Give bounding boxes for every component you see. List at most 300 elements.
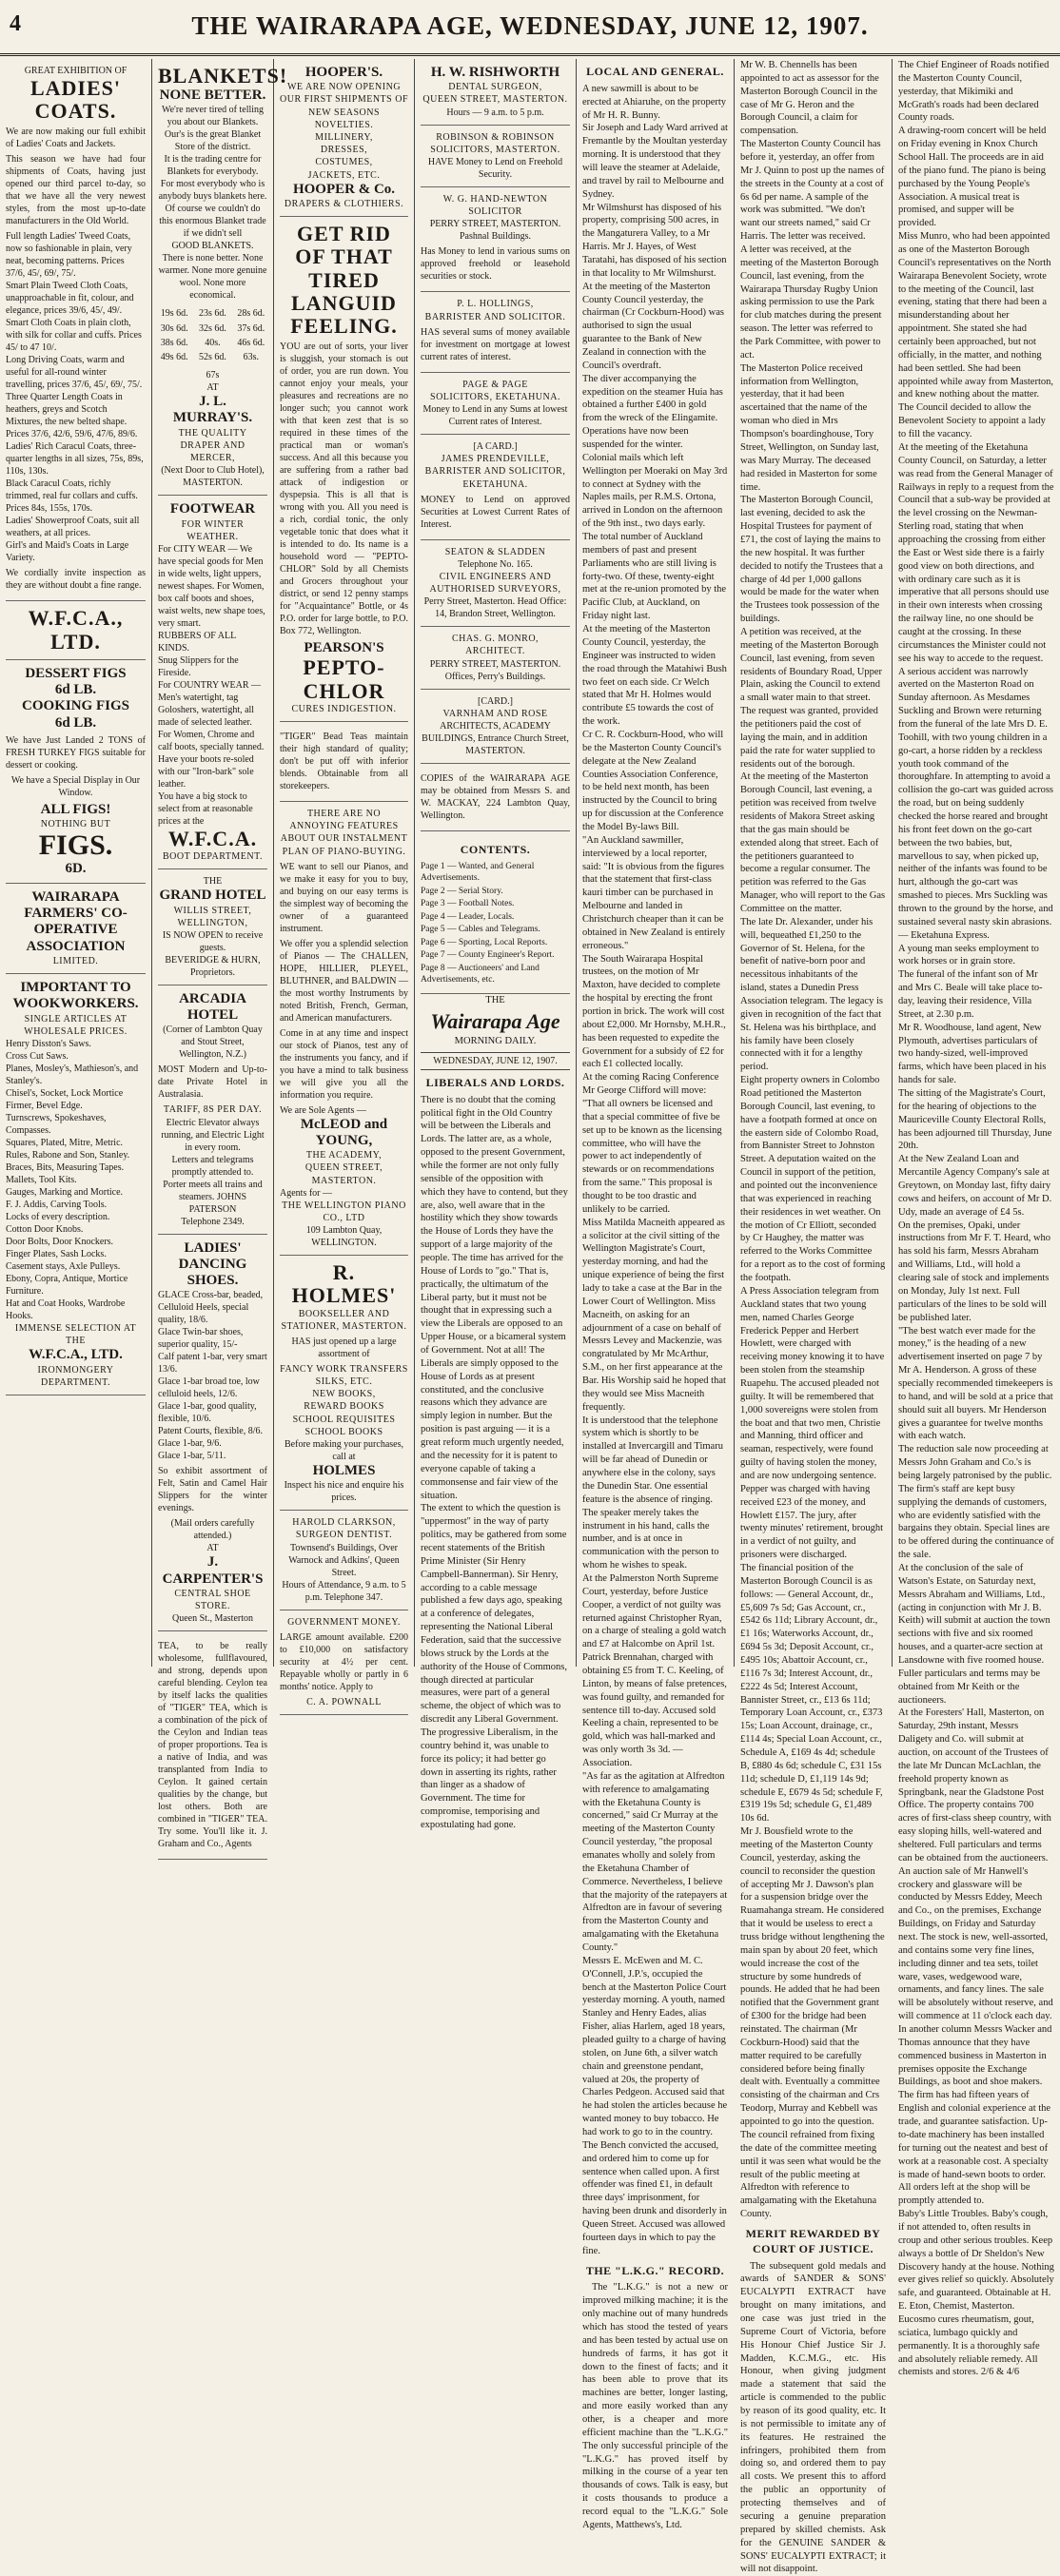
ad-price: 6D. <box>65 860 87 876</box>
ad-text: ARCHITECT. <box>465 646 525 657</box>
arcadia-line: Electric Elevator always running, and Electric Light in every room. <box>161 1117 265 1153</box>
ad-text: We have Just Landed 2 TONS of FRESH TURKEY FIGS suitable for dessert or cooking. <box>6 734 146 771</box>
blanket-price-grid <box>158 307 267 363</box>
contents-list <box>421 861 570 986</box>
news-item: Mr Wilmshurst has disposed of his property, comprising 500 acres, in the Mangaturera Valley, to a Mr Harris. Mr J. Hayes, of West Taratahi, has disposed of his section in that locality to Mr Wilmshurst. <box>582 202 727 279</box>
column-2 <box>152 59 288 1850</box>
ad-wfca <box>6 601 146 659</box>
column-7 <box>893 59 1060 2378</box>
tool-item: Turnscrews, Spokeshaves, Compasses. <box>6 1113 107 1136</box>
news-item: "The best watch ever made for the money," is the heading of a new advertisement inserted on page 7 by Mr A. Henderson. A gross of these specially recommended timekeepers is to hand, and will be sold at a price that should suit all buyers. Mr Henderson gives a guarantee for twelve months with each watch. <box>898 1325 1053 1442</box>
dancing-shoe-item: Patent Courts, flexible, 8/6. <box>158 1426 263 1437</box>
contents-item: Page 4 — Leader, Locals. <box>421 911 515 922</box>
blanket-price: 49s 6d. <box>160 352 188 362</box>
ad-text: IS NOW OPEN to receive guests. <box>162 929 264 953</box>
news-item: On the premises, Opaki, under instructions from Mr F. T. Heard, who has sold his farm, Messrs Abraham and Williams, Ltd., will hold a clearing sale of stock and implements on Monday, July 1st next. Full particulars of the lines to be sold will be published later. <box>898 1220 1051 1323</box>
hooper-item: JACKETS, ETC. <box>307 169 381 181</box>
ad-text: NOTHING BUT <box>40 819 111 829</box>
news-item: The Chief Engineer of Roads notified the Masterton County Council, yesterday, that Mikimiki and McGrath's roads had been declared County roads. <box>898 60 1050 124</box>
ad-title: IMPORTANT TO WOOKWORKERS. <box>12 980 139 1012</box>
copies-notice <box>421 764 570 831</box>
ad-title: GRAND HOTEL <box>159 888 266 904</box>
ad-text: HAVE Money to Lend on Freehold Security. <box>427 157 563 180</box>
news-item: Baby's Little Troubles. Baby's cough, if not attended to, often results in croup and other serious troubles. Keep always a bottle of Dr Sheldon's New Discovery handy at the house. Nothing ever gives relief so quickly. Absolutely safe, and guaranteed. Obtainable at H. E. Eton, Chemist, Masterton. <box>898 2209 1054 2313</box>
news-item: "An Auckland sawmiller, interviewed by a local reporter, said: "It is obvious from the figures that the statement that first-class kauri timber can be purchased in Melbourne and landed in Christchurch cheaper than it can be obtained in New Zealand is entirely erroneous." <box>582 834 726 951</box>
tool-item: Planes, Mosley's, Mathieson's, and Stanley's. <box>6 1064 139 1086</box>
ad-text: [A CARD.] <box>473 441 518 453</box>
newspaper-title: THE WAIRARAPA AGE, WEDNESDAY, JUNE 12, 1907. <box>191 11 869 40</box>
ad-address: QUEEN STREET, MASTERTON. <box>422 94 568 106</box>
ad-title: HAROLD CLARKSON, SURGEON DENTIST. <box>292 1517 396 1541</box>
coat-list <box>6 230 146 564</box>
ad-hoopers <box>280 59 408 217</box>
coat-item: Black Caracul Coats, richly trimmed, real fur collars and cuffs. Prices 84s, 155s, 170s. <box>6 478 138 515</box>
news-item: At the meeting of the Eketahuna County Council, on Saturday, a letter was read from the General Manager of Railways in reply to a request from the Council that a sub-way be provided at the level crossing on the Newman-Sterling road, stating that when approaching the crossing from either the East or West side there is a fairly good view on both directions, and with ordinary care such as it is imperative that all persons should use in their own interests when crossing the railway line, no one should be caught at the crossing. In these circumstances the Minister could not see his way to accede to the request. <box>898 441 1054 664</box>
ad-title: H. W. RISHWORTH <box>430 65 560 80</box>
dancing-shoe-item: Calf patent 1-bar, very smart 13/6. <box>158 1352 267 1376</box>
contents-box <box>421 831 570 994</box>
news-item: At the Foresters' Hall, Masterton, on Saturday, 29th instant, Messrs Daligety and Co. will submit at auction, on account of the Trustees of the late Mr Duncan McLachlan, the freehold property known as Springbank, near the Gladstone Post Office. The property contains 700 acres of first-class sheep country, with easy sloping hills, well-watered and sheltered. Full particulars and terms can be obtained from the auctioneers. <box>898 1708 1051 1864</box>
hooper-item: MILLINERY, <box>315 132 373 143</box>
ad-title: WAIRARAPA FARMERS' CO-OPERATIVE ASSOCIATION <box>24 888 128 954</box>
blanket-line: Of course we couldn't do this enormous Blanket trade if we didn't sell <box>159 204 266 240</box>
tool-item: Henry Disston's Saws. <box>6 1039 91 1049</box>
ad-title: W.F.C.A., LTD. <box>28 606 124 654</box>
ad-subtitle: NONE BETTER. <box>159 88 266 104</box>
ad-text: SINGLE ARTICLES AT WHOLESALE PRICES. <box>24 1013 128 1037</box>
coat-item: Three Quarter Length Coats in heathers, greys and Scotch Mixtures, the new belted shape. Prices 37/6, 42/6, 59/6, 47/6, 89/6. <box>6 392 138 440</box>
ad-arcadia-hotel <box>158 986 267 1235</box>
ad-text: This season we have had four shipments of Coats, having just opened our third parcel to-day, so that we have all the very newest styles, from the most up-to-date manufacturers in the Old World. <box>6 154 146 227</box>
news-item: The Masterton Police received information from Wellington, yesterday, that it had been ascertained that the name of the woman who died in Mrs Thompson's boardinghouse, Tory Street, Wellington, on Sunday last, was Mary Murray. The deceased had resided in Masterton for some time. <box>740 362 879 493</box>
dancing-shoe-item: Glace 1-bar, 9/6. <box>158 1438 222 1450</box>
holmes-item: SCHOOL REQUISITES <box>292 1414 396 1425</box>
ad-text: ARCHITECTS, ACADEMY BUILDINGS, Entrance Church Street, MASTERTON. <box>422 720 569 756</box>
ad-title: PAGE & PAGE <box>462 379 528 390</box>
card-page <box>421 373 570 435</box>
contents-item: Page 5 — Cables and Telegrams. <box>421 925 540 935</box>
ad-title: JAMES PRENDEVILLE, <box>441 454 550 465</box>
news-item: It is understood that the telephone system which is shortly to be installed at Invercargill and Timaru will be far ahead of Dunedin or anywhere else in the colony, says the Dunedin Star. One essential feature is the absence of ringing. The speaker merely takes the instrument in his hand, calls the number, and is at once in communication with the person to whom he wishes to speak. <box>582 1415 723 1571</box>
news-item: The funeral of the infant son of Mr and Mrs C. Beale will take place to-day, leaving their residence, Villa Street, at 2.30 p.m. <box>898 969 1043 1020</box>
card-hand-newton <box>421 187 570 292</box>
ad-title: ROBINSON & ROBINSON <box>436 131 555 143</box>
blanket-line: We're never tired of telling you about our Blankets. <box>161 105 265 128</box>
ad-woodworkers <box>6 974 146 1395</box>
blanket-price: 23s 6d. <box>199 308 226 320</box>
news-item: An auction sale of Mr Hanwell's crockery and glassware will be conducted by Messrs Eddey, Meech and Co., on the premises, Exchange Buildings, on Friday and Saturday next. The stock is new, well-assorted, and contains some very fine lines, including dinner and tea sets, toilet ware, vases, wedgewood ware, ornaments, and fancy lines. The sale will be absolutely without reserve, and will commence at 11 o'clock each day. <box>898 1865 1053 2022</box>
blanket-text <box>158 104 267 302</box>
news-item: A petition was received, at the meeting of the Masterton Borough Council, last evening, from seven residents of Boundary Road, Upper Plain, asking the Council to extend a small water main to that street. The request was granted, provided the petitioners paid the cost of laying the main, and in addition paid the rate for water supplied to residents out of the borough. <box>740 626 883 770</box>
ad-text: DENTAL SURGEON, <box>448 82 542 93</box>
leader-paragraph: The extent to which the question is "uppermost" in the way of party politics, may be gathered from some recent statements of the British Prime Minister (Sir Henry Campbell-Bannerman). Sir Henry, according to a cable message published a few days ago, speaking at a conference of delegates, representing the National Liberal Federation, said that the successive blows struck by the Lords at the authority of the House of Commons, though directed at particular measures, were part of a general scheme, the object of which was to discredit any Liberal Government. The progressive Liberalism, in the country behind it, was unable to force its policy; it had better go down in asserting its rights, rather than linger as a shadow of Government. The time for compromise, temporising and expostulating had gone. <box>421 1503 567 1830</box>
news-item: Eucosmo cures rheumatism, gout, sciatica, lumbago quickly and permanently. It is a thoroughly safe and absolutely reliable remedy. All chemists and stores. 2/6 & 4/6 <box>898 2313 1040 2378</box>
ad-title: CHAS. G. MONRO, <box>451 634 540 645</box>
ad-text: We cordially invite inspection as they are without doubt a fine range. <box>6 568 146 592</box>
card-rishworth <box>421 59 570 126</box>
tool-item: Squares, Plated, Mitre, Metric. <box>6 1138 124 1148</box>
coat-item: Ladies' Showerproof Coats, suit all weathers, at all prices. <box>6 516 140 539</box>
ad-text: WE want to sell our Pianos, and we make it easy for you to buy, and buying on our easy terms is the simplest way of becoming the owner of a guaranteed instrument. <box>280 861 408 934</box>
ad-text: THE ACADEMY, <box>305 1150 383 1161</box>
ad-blankets <box>158 59 288 496</box>
contents-item: Page 2 — Serial Story. <box>421 886 503 896</box>
nameplate: Wairarapa Age <box>430 1008 560 1033</box>
nameplate-sub: MORNING DAILY. <box>454 1035 537 1046</box>
ad-address: PERRY STREET, MASTERTON. Pashnal Buildings. <box>429 219 561 243</box>
blanket-price: 40s. <box>205 337 221 348</box>
ad-text: MONEY to Lend on approved Securities at Lowest Current Rates of Interest. <box>421 494 570 530</box>
dancing-shoe-item: Glace Twin-bar shoes, superior quality, 15/- <box>158 1327 244 1351</box>
news-item: At the meeting of the Masterton County Council, yesterday, the Engineer was instructed to widen the road through the Matahiwi Bush two feet on each side. Cr Welch stated that Mr H. Holmes would contribute £5 towards the cost of the work. <box>582 624 727 728</box>
tool-item: Ebony, Copra, Antique, Mortice Furniture. <box>6 1274 128 1297</box>
card-monro <box>421 627 570 689</box>
ad-text: SOLICITORS, MASTERTON. <box>430 144 560 155</box>
ad-text: Money to Lend in any Sums at lowest Current rates of Interest. <box>422 404 568 428</box>
column-5 <box>577 59 735 2530</box>
ad-title: J. CARPENTER'S <box>162 1554 264 1587</box>
ad-text: AT <box>206 382 219 394</box>
ad-text: IRONMONGERY DEPARTMENT. <box>37 1364 114 1388</box>
ad-text: CENTRAL SHOE STORE. <box>174 1588 251 1611</box>
arcadia-text <box>158 1117 267 1228</box>
ad-clarkson <box>280 1511 408 1610</box>
ad-text: "TIGER" Bead Teas maintain their high standard of quality; don't be put off with inferior blends. Obtainable from all storekeepers. <box>280 731 408 791</box>
ad-price: 67s <box>206 370 220 381</box>
column-4 <box>415 59 577 1830</box>
news-item: A Press Association telegram from Auckland states that two young men, named Charles George Frederick Pepper and Herbert Howlett, were charged with receiving money knowing it to have been stolen from the steamship Ruapehu. The accused pleaded not guilty. It will be remembered that 1,000 sovereigns were stolen from the boat and that two men, Christie and Manning, third officer and seaman, respectively, were found guilty of having stolen the money, and are now undergoing sentence. Pepper was charged with having received £23 of the money, and Howlett £157. The jury, after twenty minutes' retirement, brought in a verdict of not guilty, and prisoners were discharged. <box>740 1285 885 1561</box>
tool-item: Cross Cut Saws. <box>6 1051 69 1062</box>
ad-address: (Next Door to Club Hotel), MASTERTON. <box>161 465 265 489</box>
ad-text: We have a Special Display in Our Window. <box>10 774 141 798</box>
dancing-shoe-list <box>158 1289 267 1462</box>
ad-address: PERRY STREET, MASTERTON. Offices, Perry's Buildings. <box>429 658 561 682</box>
ad-title: COOKING FIGS <box>22 698 129 714</box>
ad-tiger-tea <box>158 1631 267 1860</box>
nameplate-the: THE <box>485 994 505 1005</box>
news-item: At the Palmerston North Supreme Court, yesterday, before Justice Cooper, a verdict of not guilty was returned against Christopher Ryan, on a charge of stealing a gold watch and £7 at Halcombe on April 1st. Patrick Brennahan, charged with obtaining £5 from T. C. Keeling, of Linton, by means of false pretences, was found guilty, and remanded for sentence till to-day. Accused sold Keeling a chain, represented to be gold, which was hall-marked and was only worth 3s 3d. — Association. <box>582 1572 727 1768</box>
ad-title: ALL FIGS! <box>40 801 111 817</box>
page-number: 4 <box>10 11 21 36</box>
ad-government-money <box>280 1610 408 1715</box>
ad-title: LADIES' DANCING SHOES. <box>178 1239 247 1289</box>
holmes-list <box>280 1363 408 1438</box>
ad-text: TEA, to be really wholesome, fullflavoured, and strong, depends upon careful blending. Ceylon tea by itself lacks the qualities of "TIGER" TEA, which is a combination of the pick of the Ceylon and Indian teas of proper proportions. Tea is a native of India, and was transplanted from India to Ceylon. It gained certain qualities by the change, but lost others. Both are combined in "TIGER" TEA. Try some. You'll like it. J. Graham and Co., Agents <box>158 1641 267 1850</box>
tool-list <box>6 1038 146 1322</box>
news-item: The South Wairarapa Hospital trustees, on the motion of Mr Maxton, have decided to complete the hospital by erecting the front portion in brick. The work will cost about £2,000. Mr Hornsby, M.H.R., has been requested to expedite the Government for a subsidy of £2 for each £1 collected locally. <box>582 953 726 1070</box>
coat-item: Long Driving Coats, warm and useful for all-round winter travelling, prices 37/6, 45/, 69/, 75/. <box>6 355 143 391</box>
blanket-price: 19s 6d. <box>160 308 188 320</box>
news-item: Miss Munro, who had been appointed as one of the Masterton Borough Council's representatives on the North Wairarapa Benevolent Society, wrote to the meeting of the Council, last evening, stating that there had been a misunderstanding about her appointment. She stated she had certainly been approached, but not officially, in the matter, and nothing had been settled. She had been appointed while away from Masterton, and knew nothing about the matter. The Council decided to allow the Benevolent Society to appoint a lady to fill the vacancy. <box>898 231 1053 440</box>
footwear-line: RUBBERS OF ALL KINDS. <box>158 630 236 654</box>
tool-item: Finger Plates, Sash Locks. <box>6 1249 107 1259</box>
footwear-line: For COUNTRY WEAR — Men's watertight, tag Goloshers, watertight, all made of selected leather. For Women, Chrome and calf boots, specially tanned. <box>158 679 265 752</box>
ad-text: SOLICITORS, EKETAHUNA. <box>430 391 560 402</box>
news-item: A drawing-room concert will be held on Friday evening in Knox Church School Hall. The proceeds are in aid of the piano fund. The piano is being purchased by the Young People's Association. A musical treat is promised, and supper will be provided. <box>898 126 1047 229</box>
ad-title: HOLMES <box>312 1463 376 1478</box>
contents-item: Page 7 — County Engineer's Report. <box>421 950 555 961</box>
blanket-price: 52s 6d. <box>199 352 226 362</box>
news-item: The late Dr. Alexander, under his will, bequeathed £1,250 to the Governor of St. Helena, for the benefit of native-born poor and necessitous inhabitants of the island, states a Dunedin Press Association telegram. The legacy is given in recognition of the fact that St. Helena was his birthplace, and his family have been closely connected with it for a lengthy period. <box>740 916 883 1073</box>
ad-title: FIGS. <box>38 829 113 862</box>
news-item: Colonial mails which left Wellington per Moeraki on May 3rd to connect at Sydney with the Naples mails, per R.M.S. Ortona, arrived in London on the afternoon of the 9th inst., two days early. <box>582 452 728 530</box>
news-item: Cr C. R. Cockburn-Hood, who will be the Masterton County Council's delegate at the New Zealand Counties Association Conference, to be held next month, has been instructed by the Council to bring up for discussion at the Conference the Model By-laws Bill. <box>582 729 724 832</box>
hooper-item: COSTUMES, <box>315 157 373 168</box>
footwear-line: For CITY WEAR — We have special goods for Men in wide welts, light uppers, newest shapes. For Women, box calf boots and shoes, waist welts, new shape toes, very smart. <box>158 543 265 629</box>
news-item: At the coming Racing Conference Mr George Clifford will move: "That all owners be licensed and that a special committee of five be set up to be known as the licensing committee, who will have the power to act independently of stewards or on recommendations from the same." This proposal is thought to be too drastic and unlikely to be carried. <box>582 1072 722 1215</box>
ad-address: Queen St., Masterton <box>172 1613 253 1625</box>
news-item: A young man seeks employment to work horses or in grain store. <box>898 943 1039 967</box>
ad-text: BARRISTER AND SOLICITOR. <box>424 311 566 322</box>
blanket-price: 30s 6d. <box>160 322 188 334</box>
tool-item: Door Bolts, Door Knockers. <box>6 1237 114 1247</box>
leader-article <box>421 1094 570 1832</box>
news-item: Miss Matilda Macneith appeared as a solicitor at the civil sitting of the Wellington Magistrate's Court, yesterday morning, and had the unique experience of being the first lady to take a case at the Bar in the Lower Court of Wellington. Miss Macneith, on asking for an adjournment of a case on behalf of Messrs Levey and Mackenzie, was congratulated by Mr McArthur, S.M., on her first appearance at the Bar. His Worship said he hoped that they would see Miss Macneith frequently. <box>582 1217 726 1413</box>
news-item: A new sawmill is about to be erected at Ahiaruhe, on the property of Mr H. R. Bunny. <box>582 83 727 121</box>
ad-text: BOOT DEPARTMENT. <box>162 851 263 863</box>
ad-text: Hours of Attendance, 9 a.m. to 5 p.m. Telephone 347. <box>282 1579 406 1603</box>
ad-text: CIVIL ENGINEERS AND AUTHORISED SURVEYORS, <box>429 571 561 595</box>
ad-title: THERE ARE NO ANNOYING FEATURES ABOUT OUR INSTALMENT PLAN OF PIANO-BUYING. <box>280 808 408 857</box>
dateline: WEDNESDAY, JUNE 12, 1907. <box>421 1052 570 1070</box>
news-item: At the New Zealand Loan and Mercantile Agency Company's sale at Greytown, on Monday last, fifty dairy cows and heifers, on account of Mr D. Udy, made an average of £4 5s. <box>898 1154 1052 1218</box>
ad-address: WILLIS STREET, WELLINGTON, <box>173 905 252 928</box>
ad-text: WE ARE NOW OPENING OUR FIRST SHIPMENTS OF NEW SEASONS NOVELTIES. <box>280 82 409 130</box>
news-item: The sitting of the Magistrate's Court, for the hearing of objections to the Mauriceville County Electoral Rolls, has been adjourned till Thursday, June 20th. <box>898 1088 1052 1152</box>
ad-address: Townsend's Buildings, Over Warnock and Adkins', Queen Street. <box>288 1542 400 1578</box>
ad-text: Telephone No. 165. <box>458 558 533 570</box>
ad-text: Inspect his nice and enquire his prices. <box>284 1480 404 1504</box>
ad-text: So exhibit assortment of Felt, Satin and Camel Hair Slippers for the winter evenings. <box>158 1466 267 1514</box>
contents-item: Page 8 — Auctioneers' and Land Advertisements, etc. <box>421 963 540 986</box>
local-general-heading: LOCAL AND GENERAL. <box>586 65 724 78</box>
tool-item: Casement stays, Axle Pulleys. <box>6 1261 121 1272</box>
contents-item: Page 6 — Sporting, Local Reports. <box>421 937 548 947</box>
ad-text: HAS just opened up a large assortment of <box>291 1336 397 1359</box>
ad-text: THE WELLINGTON PIANO CO., LTD <box>282 1200 406 1223</box>
ad-text: LIMITED. <box>52 955 99 966</box>
ad-address: QUEEN STREET, MASTERTON. <box>304 1162 383 1186</box>
ad-ladies-coats <box>6 59 146 601</box>
ad-title: FOOTWEAR <box>169 501 256 517</box>
tool-item: Chisel's, Socket, Lock Mortice Firmer, Bevel Edge. <box>6 1088 124 1111</box>
merit-heading: MERIT REWARDED BY COURT OF JUSTICE. <box>745 2226 881 2255</box>
tool-item: Gauges, Marking and Mortice. <box>6 1187 124 1198</box>
news-item: A serious accident was narrowly averted on the Masterton Road on Sunday afternoon. As Mesdames Suckling and Brown were returning from the funeral of the late Mrs D. E. Toohill, with two young children in a go-cart, a horse ridden by a reckless youth took command of the thoroughfare. In attempting to avoid a collision the go-cart was guided across the road, but on being suddenly checked the horse reared and brought his front feet down on the go-cart between the two babies, but, marvellous to say, when picked up, neither of the infants was found to be hurt, although the go-cart was smashed to pieces. Mrs Suckling was thrown to the ground by the horse, and sustained several nasty skin abrasions. — Eketahuna Express. <box>898 666 1053 941</box>
news-item: In another column Messrs Wacker and Thomas announce that they have commenced business in Masterton in premises opposite the Exchange Buildings, as boot and shoe makers. The firm has had fifteen years of English and colonial experience at the trade, and guarantee satisfaction. Up-to-date machinery has been installed for turning out the neatest and best of work at a reasonable cost. A specialty is made of hand-sewn boots to order. All orders left at the shop will be promptly attended to. <box>898 2024 1052 2207</box>
ad-title: W.F.C.A., LTD. <box>29 1347 123 1363</box>
card-hollings <box>421 292 570 372</box>
holmes-item: FANCY WORK TRANSFERS <box>280 1363 408 1375</box>
news-item: A letter was received, at the meeting of the Masterton Borough Council, last evening, from the Wairarapa Thursday Rugby Union asking permission to use the Park for club matches during the present season. The letter was referred to the Park Committee, with power to act. <box>740 244 882 361</box>
ad-text: Come in at any time and inspect our stock of Pianos, test any of the instruments you fancy, and if you have a mind to talk business we will give you all the information you require. <box>280 1027 408 1101</box>
blanket-line: It is the trading centre for Blankets for everybody. <box>164 154 262 178</box>
ad-text: DRAPERS & CLOTHIERS. <box>284 199 404 209</box>
news-item: The Masterton County Council has before it, yesterday, an offer from Mr J. Quinn to post up the names of the streets in the County at a cost of 6s 6d per name. A sample of the work was submitted. "We don't want our streets named," said Cr Harris. The letter was received. <box>740 139 885 243</box>
ad-text: HAS several sums of money available for investment on mortgage at lowest current rates of interest. <box>421 326 570 362</box>
ad-title: J. L. MURRAY'S. <box>172 394 253 426</box>
lkg-heading: THE "L.K.G." RECORD. <box>585 2263 725 2277</box>
news-item: At the meeting of the Masterton County Council yesterday, the chairman (Cr Cockburn-Hood) was authorised to sign the usual guarantee to the Bank of New Zealand in connection with the Council's overdraft. <box>582 281 724 371</box>
ad-figs <box>6 660 146 884</box>
contents-item: Page 3 — Football Notes. <box>421 899 515 909</box>
ad-text: IMMENSE SELECTION AT THE <box>14 1323 137 1347</box>
coat-item: Girl's and Maid's Coats in Large Variety. <box>6 540 129 564</box>
arcadia-line: Porter meets all trains and steamers. JOHNS PATERSON <box>163 1179 263 1215</box>
coat-item: Smart Cloth Coats in plain cloth, with silk for collar and cuffs. Prices 45/ to 47 10/. <box>6 318 142 354</box>
ad-title: GET RID OF THAT TIRED LANGUID FEELING. <box>290 222 398 338</box>
contents-item: Page 1 — Wanted, and General Advertisements. <box>421 861 535 884</box>
merit-text: The subsequent gold medals and awards of SANDER & SONS' EUCALYPTI EXTRACT have brought on many imitations, and one case was just tried in the Supreme Court of Victoria, before His Honour Chief Justice Sir J. Madden, K.C.M.G., etc. His Honour, when giving judgment made a statement that said the article is commended to the public by reason of its good quality, etc. It is not permissible to imitate any of its features. He restrained the infringers, prohibited them from doing so, and ordered them to pay all costs. We present this to afford the public an opportunity of protecting themselves and of securing a genuine preparation prepared by skilled chemists. Ask for the GENUINE SANDER & SONS' EUCALYPTI EXTRACT; it will not disappoint. <box>740 2260 886 2575</box>
ad-title: HOOPER'S. <box>304 65 383 80</box>
card-prendeville <box>421 435 570 540</box>
ad-address: Perry Street, Masterton. Head Office: 14, Brandon Street, Wellington. <box>423 596 567 620</box>
ad-holmes <box>280 1256 408 1511</box>
ad-text: (Mail orders carefully attended.) <box>170 1518 255 1542</box>
news-item: Mr W. B. Chennells has been appointed to act as assessor for the Masterton Borough Council in the case of Mr G. Heron and the Borough Council, a claim for compensation. <box>740 60 879 137</box>
ad-text: We are Sole Agents — <box>280 1104 366 1116</box>
ad-title: PEARSON'S <box>304 640 384 656</box>
column-3 <box>274 59 415 1708</box>
ad-text: BEVERIDGE & HURN, Proprietors. <box>165 954 261 978</box>
ad-grand-hotel <box>158 869 267 986</box>
tool-item: Braces, Bits, Measuring Tapes. <box>6 1162 125 1173</box>
lkg-text: The "L.K.G." is not a new or improved milking machine; it is the only machine out of many hundreds which has stood the tested of years and has been tested by actual use on hundreds of farms, it has got it down to the finest of facts; and it has been able to prove that its machines are better, longer lasting, and more easily worked than any other, is a cheaper and more efficient machine than the "L.K.G." The only successful principle of the "L.K.G." has proved itself by milking in the course of a year ten thousands of cows. Talk is easy, but it costs thousands to produce a record equal to the "L.K.G." Sole Agents, Matthews's, Ltd. <box>582 2282 728 2530</box>
coat-item: Smart Plain Tweed Cloth Coats, unapproachable in fit, colour, and elegance, prices 39/6, 45/, 49/. <box>6 281 134 317</box>
news-item: Messrs E. McEwen and M. C. O'Connell, J.P.'s, occupied the bench at the Masterton Police Court yesterday morning. A youth, named Stanley and Henry Eades, alias Fisher, alias Harlem, aged 18 years, pleaded guilty to a charge of having stolen, on June 6th, a silver watch chain and greenstone pendant, valued at 20s, the property of Charles Pedgeon. Accused said that he had stolen the articles because he wanted money to buy tobacco. He had work to go to in the country. The Bench convicted the accused, and ordered him to come up for sentence when called upon. A first offender was fined £1, in default three days' imprisonment, for having been drunk and disorderly in Queen Street. Accused was allowed fourteen days in which to pay the fine. <box>582 1955 728 2256</box>
ad-text: AT <box>206 1543 219 1554</box>
ad-text: THE QUALITY DRAPER AND MERCER, <box>178 427 247 464</box>
ad-text: COPIES of the WAIRARAPA AGE may be obtained from Messrs S. and W. MACKAY, 224 Lambton Quay, Wellington. <box>421 772 570 821</box>
ad-title: W. G. HAND-NEWTON <box>442 194 548 205</box>
ad-pepto-chlor <box>280 217 408 722</box>
leader-heading: LIBERALS AND LORDS. <box>425 1075 565 1089</box>
ad-address: 109 Lambton Quay, WELLINGTON. <box>305 1225 383 1249</box>
dancing-shoe-item: Glace 1-bar, good quality, flexible, 10/6. <box>158 1401 257 1425</box>
dancing-shoe-item: Glace 1-bar broad toe, low celluloid heels, 12/6. <box>158 1376 260 1400</box>
ad-title: PEPTO-CHLOR <box>303 655 385 703</box>
news-item: The reduction sale now proceeding at Messrs John Graham and Co.'s is being largely patronised by the public. The firm's staff are kept busy supplying the demands of customers, who are evidently satisfied with the bargains they obtain. Special lines are to be offered during the continuance of the sale. <box>898 1444 1054 1561</box>
news-item: The Masterton Borough Council, last evening, decided to ask the Hospital Trustees for payment of £71, the cost of laying the mains to the new hospital. It was further decided to notify the Trustees that a charge of 4d per 1,000 gallons would be made for the water when the Trustees took possession of the buildings. <box>740 495 883 625</box>
column-6 <box>735 59 893 2575</box>
ad-text: CURES INDIGESTION. <box>291 703 397 714</box>
ad-text: SOLICITOR <box>468 206 522 218</box>
ad-price: 6d LB. <box>54 682 97 697</box>
blanket-price: 32s 6d. <box>199 322 226 334</box>
ad-title: GOVERNMENT MONEY. <box>287 1616 401 1628</box>
tool-item: F. J. Addis, Carving Tools. <box>6 1200 108 1210</box>
holmes-item: SILKS, ETC. <box>315 1376 373 1388</box>
tool-item: Cotton Door Knobs. <box>6 1224 84 1235</box>
blanket-price: 37s 6d. <box>237 322 265 334</box>
blanket-line: There is none better. None warmer. None more genuine wool. None more economical. <box>158 253 267 302</box>
ad-title: HOOPER & Co. <box>292 181 396 197</box>
ad-title: VARNHAM AND ROSE <box>442 708 548 719</box>
blanket-line: GOOD BLANKETS. <box>171 241 254 252</box>
arcadia-line: Letters and telegrams promptly attended to. <box>171 1154 254 1178</box>
ad-footwear <box>158 496 267 869</box>
blanket-price: 46s 6d. <box>237 337 265 348</box>
blanket-price: 63s. <box>243 352 260 362</box>
local-general-items <box>582 83 728 2258</box>
contents-heading: CONTENTS. <box>460 842 531 856</box>
ad-text: We offer you a splendid selection of Pianos — The CHALLEN, HOPE, HILLIER, PLEYEL, BLUTHNER, and BALDWIN — the most worthy Instruments by noted British, French, German, and American manufacturers. <box>280 938 408 1024</box>
ad-text: [CARD.] <box>478 695 513 707</box>
blanket-line: For most everybody who is anybody buys blankets here. <box>158 179 267 203</box>
holmes-item: NEW BOOKS, <box>312 1389 376 1400</box>
blanket-price: 28s 6d. <box>237 308 265 320</box>
footwear-line: You have a big stock to select from at reasonable prices at the <box>158 790 253 827</box>
ad-text: BOOKSELLER AND STATIONER, MASTERTON. <box>281 1308 407 1332</box>
ad-title: ARCADIA HOTEL <box>179 990 246 1024</box>
ad-price: 6d LB. <box>54 714 97 731</box>
dancing-shoe-item: GLACE Cross-bar, beaded, Celluloid Heels, special quality, 18/6. <box>158 1290 264 1326</box>
masthead <box>0 0 1060 56</box>
news-item: At the conclusion of the sale of Watson's Estate, on Saturday next, Messrs Abraham and Williams, Ltd., (acting in conjunction with Mr J. B. Keith) will submit at auction the town sections with five and six roomed houses, and a quarter-acre section at Lansdowne with five roomed house. Fuller particulars and terms may be obtained from Mr Keith or the auctioneers. <box>898 1562 1050 1706</box>
ad-text: BARRISTER AND SOLICITOR, EKETAHUNA. <box>424 466 566 490</box>
ad-text: Agents for — <box>280 1187 332 1199</box>
ad-title: LADIES' COATS. <box>29 76 122 124</box>
footwear-line: Have your boots re-soled with our "Iron-bark" sole leather. <box>158 753 254 790</box>
ad-title: SEATON & SLADDEN <box>444 546 546 557</box>
ad-title: DESSERT FIGS <box>25 665 127 681</box>
ad-title: McLEOD and YOUNG, <box>300 1116 388 1148</box>
blanket-price: 38s 6d. <box>160 337 188 348</box>
ad-tiger-bead-tea <box>280 722 408 802</box>
column-1 <box>0 59 152 1667</box>
local-general-items-3 <box>898 59 1054 2379</box>
hooper-list <box>280 131 408 182</box>
tool-item: Hat and Coat Hooks, Wardrobe Hooks. <box>6 1298 126 1321</box>
hooper-item: DRESSES, <box>320 145 368 156</box>
card-varnham <box>421 690 570 764</box>
holmes-item: SCHOOL BOOKS <box>304 1426 383 1437</box>
news-item: "As far as the agitation at Alfredton with reference to amalgamating with the Eketahuna County is concerned," said Cr Murray at the meeting of the Masterton County Council yesterday, "the proposal emanates wholly and solely from the Eketahuna Chamber of Commerce. Nevertheless, I believe that the majority of the ratepayers at Alfredton are in favour of severing from the Masterton County and amalgamating with the Eketahuna County." <box>582 1770 728 1953</box>
ad-pianos <box>280 802 408 1256</box>
blanket-line: Our's is the great Blanket Store of the district. <box>164 129 262 153</box>
ad-title: W.F.C.A. <box>167 826 258 850</box>
ad-farmers <box>6 884 146 974</box>
ad-text: C. A. POWNALL <box>306 1696 382 1708</box>
ad-text: LARGE amount available. £200 to £10,000 on satisfactory security at 4½ per cent. Repayable wholly or partly in 6 months' notice. Apply to <box>280 1631 408 1692</box>
news-item: The total number of Auckland members of past and present Parliaments who are still living is forty-two. Of these, twenty-eight met at the re-union promoted by the Pacific Club, at Auckland, on Friday night last. <box>582 532 727 622</box>
ad-text: MOST Modern and Up-to-date Private Hotel in Australasia. <box>158 1064 267 1101</box>
ad-text: YOU are out of sorts, your liver is sluggish, your stomach is out of order, you are run down. You cannot enjoy your meals, your pleasures and recreations are no longer such; you cannot work with that keen zest that is so required in these times of the practical man or woman's success. And all this because you are suffering from a rather bad attack of indigestion or dyspepsia. This is all that is wrong with you. All you need is a rich, cordial tonic, the only vegetable tonic that does what it is intended to do. Its name is a household word — "PEPTO-CHLOR" Sold by all Chemists and Grocers throughout your district, or send 12 penny stamps for "Acquaintance" Bottle, or 4s P.O. order for large bottle, to P.O. Box 772, Wellington. <box>280 342 408 637</box>
news-item: Mr R. Woodhouse, land agent, New Plymouth, advertises particulars of two handy-sized, well-improved farms, which have been placed in his hands for sale. <box>898 1022 1047 1086</box>
local-general-items-2 <box>740 59 886 2221</box>
dancing-shoe-item: Glace 1-bar, 5/11. <box>158 1451 226 1462</box>
footwear-text <box>158 543 267 828</box>
arcadia-line: Telephone 2349. <box>181 1216 245 1227</box>
news-item: Mr J. Bousfield wrote to the meeting of the Masterton County Council, yesterday, asking the council to reconsider the question of accepting Mr J. Dawson's plan for a suspension bridge over the Ruamahanga stream. He considered that it would be useless to erect a truss bridge without lengthening the main span by about 20 feet, which would increase the cost of the structure by some hundreds of pounds. He added that he had been notified that the Government grant of £300 for the bridge had been reinstated. The chairman (Mr Cockburn-Hood) said that the matter required to be carefully considered before being finally dealt with. Eventually a committee consisting of the chairman and Crs Teodorp, Murray and Kebbell was appointed to go into the question. The council refrained from fixing the date of the committee meeting until it was seen what would be the result of the public meeting at Alfredton with reference to amalgamating with the Eketahuna County. <box>740 1826 885 2220</box>
ad-title: BLANKETS! <box>158 64 288 88</box>
tool-item: Rules, Rabone and Son, Stanley. <box>6 1150 130 1161</box>
coat-item: Ladies' Rich Caracul Coats, three-quarter lengths in all sizes, 75s, 89s, 110s, 130s. <box>6 441 144 478</box>
ad-text: Hours — 9 a.m. to 5 p.m. <box>446 107 544 118</box>
ad-address: (Corner of Lambton Quay and Stout Street, Wellington, N.Z.) <box>163 1025 263 1061</box>
tool-item: Locks of every description. <box>6 1212 110 1222</box>
ad-dancing-shoes <box>158 1235 267 1632</box>
ad-text: THE <box>203 876 223 888</box>
news-item: Sir Joseph and Lady Ward arrived at Fremantle by the Moultan yesterday morning. It is understood that they will leave the steamer at Adelaide, and travel by rail to Melbourne and Sydney. <box>582 123 728 200</box>
news-item: Eight property owners in Colombo Road petitioned the Masterton Borough Council, last evening, to have a footpath formed at once on the eastern side of Colombo Road, from Bannister Street to Johnston Street. A deputation waited on the Council in support of the petition, and pointed out the inconvenience that was experienced in reaching their residences in wet weather. On the motion of Cr Elliott, seconded by Cr Haughey, the matter was referred to the Works Committee for a report as to the cost of forming the footpath. <box>740 1075 886 1284</box>
ad-heading: GREAT EXHIBITION OF <box>24 66 128 76</box>
ad-subtitle: FOR WINTER WEATHER. <box>181 518 245 542</box>
news-item: The diver accompanying the expedition on the steamer Huia has obtained a further £400 in gold from the wreck of the Elingamite. Operations have now been suspended for the winter. <box>582 373 723 451</box>
news-item: At the meeting of the Masterton Borough Council, last evening, a petition was received from twelve residents of Makora Street asking that the gas main should be extended along that street. Each of the petitioners guaranteed to become a regular consumer. The petition was referred to the Gas Manager, who will report to the Gas Committee on the matter. <box>740 771 886 914</box>
ad-text: TARIFF, 8S PER DAY. <box>163 1104 263 1116</box>
footwear-line: Snug Slippers for the Fireside. <box>158 654 239 678</box>
